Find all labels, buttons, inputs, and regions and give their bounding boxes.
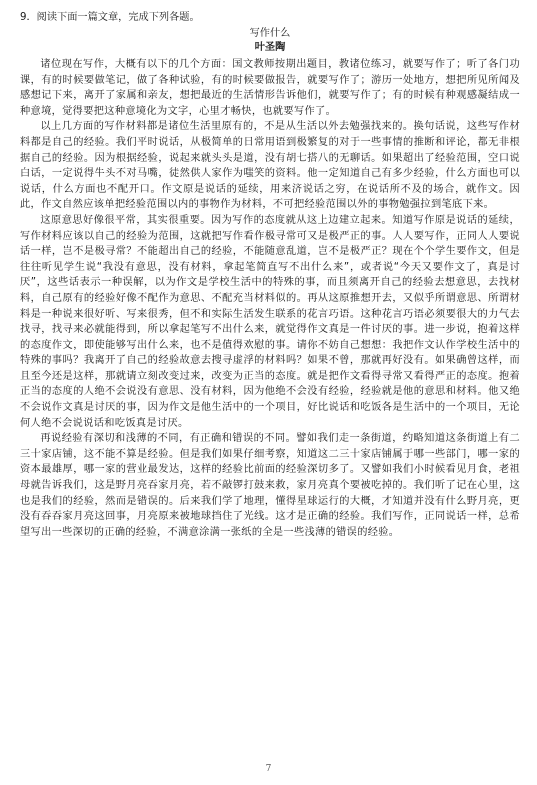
article-paragraph-1: 诸位现在写作，大概有以下的几个方面：国文教师按期出题目，教诸位练习，就要写作了；听了各门功课，有的时候要做笔记，做了各种试验，有的时候要做报告，就要写作了；游历一处地方，想把所见所闻及感想记下来，离开了家属和亲友，想把最近的生活情形告诉他们，就要写作了；有的时候有种观感凝结成一种意境，觉得要把这种意境化为文字，心里才畅快，也就要写作了。 [20,59,520,117]
article-paragraph-3: 这原意思好像很平常，其实很重要。因为写作的态度就从这上边建立起来。知道写作原是说话的延续，写作材料应该以自己的经验为范围，这就把写作看作极寻常可又是极严正的事。人人要写作，正同人人要说话一样，岂不是极寻常？不能超出自己的经验，不能随意乱道，岂不是极严正？现在个个学生要作文，但是往往听见学生说“我没有意思，没有材料，拿起笔简直写不出什么来”，或者说“今天又要作文了，真是讨厌”，这些话表示一种误解，以为作文是学校生活中的特殊的事，而且须离开自己的经验去想意思，去找材料，自己原有的经验好像不配作为意思、不配充当材料似的。再从这原推想开去，又似乎所谓意思、所谓材料是一种说来很好听、写来很秀，但不和实际生活发生联系的花言巧语。这种花言巧语必须要很大的力气去找寻，找寻来必就能得到，所以拿起笔写不出什么来，就觉得作文真是一件讨厌的事。进一步说，抱着这样的态度作文，即使能够写出什么来，也不是值得欢慰的事。请你不妨自己想想：我把作文认作学校生活中的特殊的事吗？我离开了自己的经验故意去搜寻虚浮的材料吗？如果不曾，那就再好没有。如果确曾这样，而且至今还是这样，那就请立刻改变过来，改变为正当的态度。就是把作文看得寻常又看得严正的态度。抱着正当的态度的人绝不会说没有意思、没有材料，因为他绝不会没有经验，经验就是他的意思和材料。他又绝不会说作文真是讨厌的事，因为作文是他生活中的一个项目，好比说话和吃饭各是生活中的一个项目，无论何人绝不会说说话和吃饭真是讨厌。 [20,214,520,429]
question-prompt: 9．阅读下面一篇文章，完成下列各题。 [20,12,200,23]
article-paragraph-4: 再说经验有深切和浅薄的不同，有正确和错误的不同。譬如我们走一条街道，约略知道这条街道上有二三十家店铺，这不能不算是经验。但是我们如果仔细考察，知道这二三十家店铺属于哪一些部门，哪一家的资本最雄厚，哪一家的营业最发达，这样的经验比前面的经验深切多了。又譬如我们小时候看见月食，老祖母就告诉我们，这是野月亮吞家月亮，若不敲锣打鼓来救，家月亮真个要被吃掉的。我们听了记在心里，这也是我们的经验，然而是错误的。后来我们学了地理，懂得星球运行的大概，才知道并没有什么野月亮，更没有吞吞家月亮这回事，月亮原来被地球挡住了光线。这才是正确的经验。我们写作，正同说话一样，总希望写出一些深切的正确的经验，不满意涂满一张纸的全是一些浅薄的错误的经验。 [20,433,520,538]
article-title: 写作什么 [249,28,291,39]
article-paragraph-2: 以上几方面的写作材料都是诸位生活里原有的，不是从生活以外去勉强找来的。换句话说，这些写作材料都是自己的经验。我们平时说话，从极简单的日常用语到极繁复的对于一些事情的推断和评论，都无非根据自己的经验。因为根据经验，说起来就头头是道，没有胡七搭八的无聊话。如果超出了经验范围，空口说白话，一定说得牛头不对马嘴，徒然供人家作为嗤笑的资料。他一定知道自己有多少经验，什么方面也可以说话，什么方面也不配开口。作文原是说话的延续，用来济说话之穷，在说话所不及的场合，就作文。因此，作文自然应该单把经验范围以内的事物作为材料，不可把经验范围以外的事物勉强拉到笔底下来。 [20,121,520,211]
article-author: 叶圣陶 [254,42,286,53]
document-page [20,10,520,540]
page-number: 7 [265,764,272,774]
